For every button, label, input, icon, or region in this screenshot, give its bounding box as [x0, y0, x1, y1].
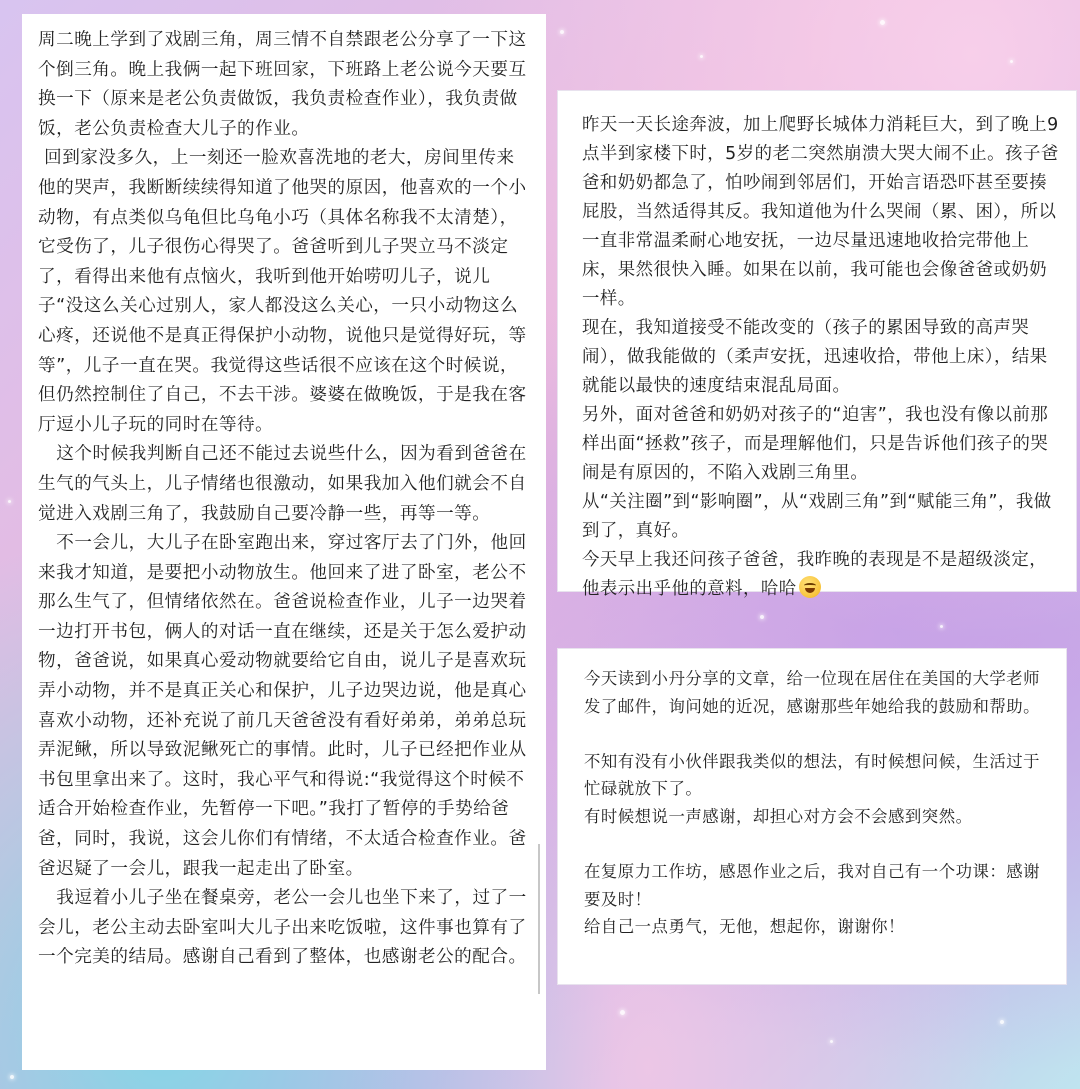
- bottom-right-spacer: [584, 831, 1054, 859]
- left-paragraph-5: 我逗着小儿子坐在餐桌旁，老公一会儿也坐下来了，过了一会儿，老公主动去卧室叫大儿子出来吃饭啦，这件事也算有了一个完美的结局。感谢自己看到了整体，也感谢老公的配合。: [38, 888, 527, 968]
- bottom-right-spacer: [584, 720, 1054, 748]
- sparkle: [940, 625, 943, 628]
- left-paragraph-3: 这个时候我判断自己还不能过去说些什么，因为看到爸爸在生气的气头上，儿子情绪也很激动，如果我加入他们就会不自觉进入戏剧三角了，我鼓励自己要冷静一些，再等一等。: [38, 444, 527, 524]
- sparkle: [830, 1040, 833, 1043]
- sparkle: [1000, 1020, 1004, 1024]
- bottom-right-paragraph-5: 给自己一点勇气，无他，想起你，谢谢你！: [584, 917, 905, 937]
- top-right-paragraph-4: 从“关注圈”到“影响圈”，从“戏剧三角”到“赋能三角”，我做到了，真好。: [582, 492, 1052, 541]
- top-right-paragraph-2: 现在，我知道接受不能改变的（孩子的累困导致的高声哭闹），做我能做的（柔声安抚，迅速收拾，带他上床），结果就能以最快的速度结束混乱局面。: [582, 318, 1048, 396]
- sparkle: [700, 55, 703, 58]
- bottom-right-paragraph-3: 有时候想说一声感谢，却担心对方会不会感到突然。: [584, 806, 973, 826]
- top-right-last-text: 今天早上我还问孩子爸爸，我昨晚的表现是不是超级淡定，他表示出乎他的意料，哈哈: [582, 550, 1048, 599]
- sparkle: [10, 1075, 14, 1079]
- left-paragraph-2: 回到家没多久，上一刻还一脸欢喜洗地的老大，房间里传来他的哭声，我断断续续得知道了他哭的原因，他喜欢的一个小动物，有点类似乌龟但比乌龟小巧（具体名称我不太清楚），它受伤了，儿子很伤心得哭了。爸爸听到儿子哭立马不淡定了，看得出来他有点恼火，我听到他开始唠叨儿子，说儿子“没这么关心过别人，家人都没这么关心，一只小动物这么心疼，还说他不是真正得保护小动物，说他只是觉得好玩，等等”，儿子一直在哭。我觉得这些话很不应该在这个时候说，但仍然控制住了自己，不去干涉。婆婆在做晚饭，于是我在客厅逗小儿子玩的同时在等待。: [38, 148, 527, 435]
- sparkle: [8, 500, 11, 503]
- sparkle: [560, 30, 564, 34]
- sparkle: [1010, 60, 1013, 63]
- top-right-text-card: [557, 90, 1077, 599]
- sparkle: [620, 1010, 625, 1015]
- left-paragraph-1: 周二晚上学到了戏剧三角，周三情不自禁跟老公分享了一下这个倒三角。晚上我俩一起下班回家，下班路上老公说今天要互换一下（原来是老公负责做饭，我负责检查作业），我负责做饭，老公负责检查大儿子的作业。: [38, 30, 527, 139]
- left-text-card: [22, 14, 546, 1070]
- top-right-paragraph-3: 另外，面对爸爸和奶奶对孩子的“迫害”，我也没有像以前那样出面“拯救”孩子，而是理解他们，只是告诉他们孩子的哭闹是有原因的，不陷入戏剧三角里。: [582, 405, 1049, 483]
- top-right-paragraph-5: [582, 546, 1064, 604]
- left-paragraph-4: 不一会儿，大儿子在卧室跑出来，穿过客厅去了门外，他回来我才知道，是要把小动物放生。他回来了进了卧室，老公不那么生气了，但情绪依然在。爸爸说检查作业，儿子一边哭着一边打开书包，俩人的对话一直在继续，还是关于怎么爱护动物，爸爸说，如果真心爱动物就要给它自由，说儿子是喜欢玩弄小动物，并不是真正关心和保护，儿子边哭边说，他是真心喜欢小动物，还补充说了前几天爸爸没有看好弟弟，弟弟总玩弄泥鳅，所以导致泥鳅死亡的事情。此时，儿子已经把作业从书包里拿出来了。这时，我心平气和得说:“我觉得这个时候不适合开始检查作业，先暂停一下吧。”我打了暂停的手势给爸爸，同时，我说，这会儿你们有情绪，不太适合检查作业。爸爸迟疑了一会儿，跟我一起走出了卧室。: [38, 533, 527, 879]
- bottom-right-text-card: [557, 648, 1067, 985]
- bottom-right-paragraph-2: 不知有没有小伙伴跟我类似的想法，有时候想问候，生活过于忙碌就放下了。: [584, 751, 1041, 799]
- scrollbar: [538, 844, 540, 994]
- bottom-right-paragraph-4: 在复原力工作坊，感恩作业之后，我对自己有一个功课：感谢要及时！: [584, 862, 1041, 909]
- top-right-paragraph-1: 昨天一天长途奔波，加上爬野长城体力消耗巨大，到了晚上9点半到家楼下时，5岁的老二突然崩溃大哭大闹不止。孩子爸爸和奶奶都急了，怕吵闹到邻居们，开始言语恐吓甚至要揍屁股，当然适得其反。我知道他为什么哭闹（累、困），所以一直非常温柔耐心地安抚，一边尽量迅速地收拾完带他上床，果然很快入睡。如果在以前，我可能也会像爸爸或奶奶一样。: [582, 115, 1059, 309]
- grinning-face-icon: [799, 576, 821, 598]
- bottom-right-paragraph-1: 今天读到小丹分享的文章，给一位现在居住在美国的大学老师发了邮件，询问她的近况，感谢那些年她给我的鼓励和帮助。: [584, 669, 1041, 716]
- sparkle: [760, 615, 764, 619]
- sparkle: [880, 20, 885, 25]
